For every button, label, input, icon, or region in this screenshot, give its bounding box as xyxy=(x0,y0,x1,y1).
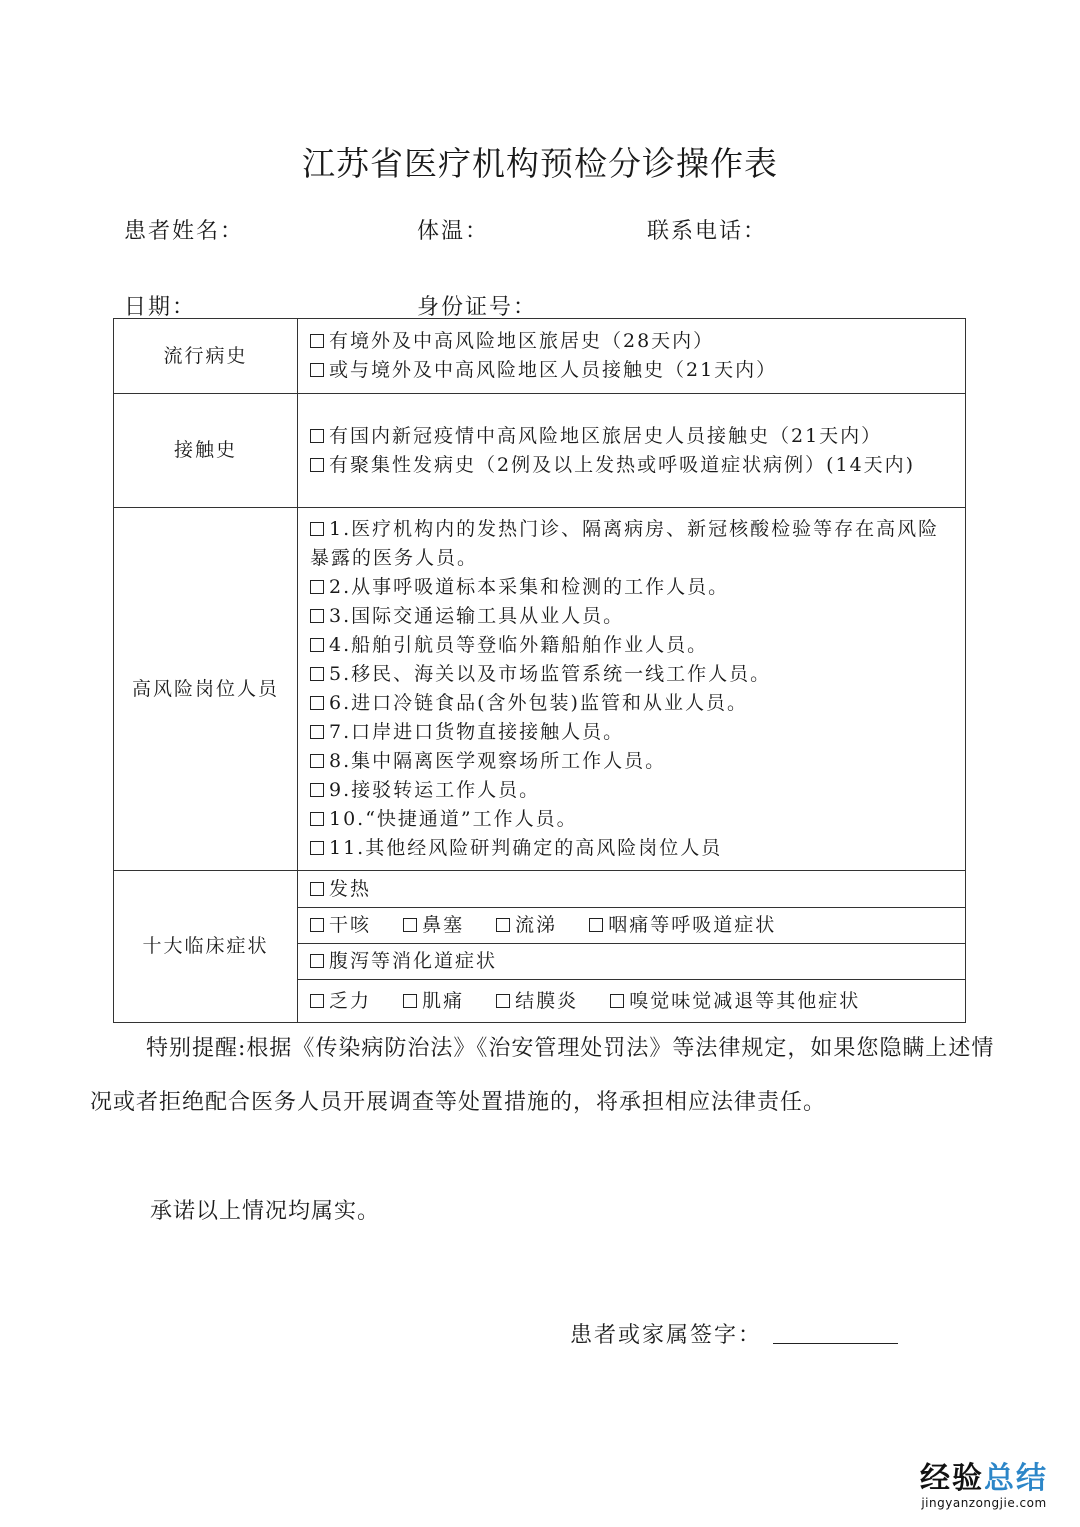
epidemiology-row xyxy=(114,319,966,394)
checkbox-option[interactable]: 发热 xyxy=(310,875,371,904)
checkbox-icon[interactable] xyxy=(310,754,324,768)
checkbox-icon[interactable] xyxy=(589,918,603,932)
checkbox-icon[interactable] xyxy=(310,522,324,536)
date-label: 日期： xyxy=(124,295,197,320)
checkbox-icon[interactable] xyxy=(610,994,624,1008)
watermark-logo: 经验总结 jingyanzongjie.com xyxy=(920,1461,1048,1510)
checkbox-icon[interactable] xyxy=(310,783,324,797)
checkbox-option[interactable]: 7.口岸进口货物直接接触人员。 xyxy=(310,718,955,747)
checkbox-icon[interactable] xyxy=(310,696,324,710)
checkbox-option[interactable]: 1.医疗机构内的发热门诊、隔离病房、新冠核酸检验等存在高风险暴露的医务人员。 xyxy=(310,518,940,569)
checkbox-icon[interactable] xyxy=(310,580,324,594)
checkbox-icon[interactable] xyxy=(403,994,417,1008)
checkbox-icon[interactable] xyxy=(310,638,324,652)
checkbox-icon[interactable] xyxy=(310,609,324,623)
checkbox-option[interactable]: 6.进口冷链食品(含外包装)监管和从业人员。 xyxy=(310,689,955,718)
contact-label: 接触史 xyxy=(114,394,298,508)
checkbox-option[interactable]: 腹泻等消化道症状 xyxy=(310,947,497,976)
checkbox-option[interactable]: 流涕 xyxy=(496,911,557,940)
checkbox-option[interactable]: 有聚集性发病史（2例及以上发热或呼吸道症状病例）(14天内) xyxy=(310,451,955,480)
contact-row xyxy=(114,394,966,508)
signature-label: 患者或家属签字： xyxy=(570,1323,763,1348)
checkbox-option[interactable]: 11.其他经风险研判确定的高风险岗位人员 xyxy=(310,834,955,863)
epidemiology-options xyxy=(298,319,966,394)
checkbox-icon[interactable] xyxy=(310,812,324,826)
high-risk-label: 高风险岗位人员 xyxy=(114,508,298,871)
checkbox-icon[interactable] xyxy=(310,882,324,896)
checkbox-option[interactable]: 结膜炎 xyxy=(496,987,578,1016)
checkbox-icon[interactable] xyxy=(496,994,510,1008)
form-title: 江苏省医疗机构预检分诊操作表 xyxy=(302,144,778,183)
checkbox-icon[interactable] xyxy=(310,954,324,968)
checkbox-icon[interactable] xyxy=(310,363,324,377)
checkbox-icon[interactable] xyxy=(310,725,324,739)
high-risk-options xyxy=(298,508,966,871)
contact-options xyxy=(298,394,966,508)
checkbox-option[interactable]: 鼻塞 xyxy=(403,911,464,940)
checkbox-icon[interactable] xyxy=(310,667,324,681)
checkbox-option[interactable]: 有国内新冠疫情中高风险地区旅居史人员接触史（21天内） xyxy=(310,422,955,451)
legal-reminder: 特别提醒:根据《传染病防治法》《治安管理处罚法》等法律规定，如果您隐瞒上述情况或者拒绝配合医务人员开展调查等处置措施的，将承担相应法律责任。 xyxy=(90,1036,995,1115)
checkbox-option[interactable]: 肌痛 xyxy=(403,987,464,1016)
checkbox-option[interactable]: 4.船舶引航员等登临外籍船舶作业人员。 xyxy=(310,631,955,660)
checkbox-icon[interactable] xyxy=(310,429,324,443)
checkbox-icon[interactable] xyxy=(403,918,417,932)
checkbox-option[interactable]: 咽痛等呼吸道症状 xyxy=(589,911,776,940)
checkbox-option[interactable]: 10.“快捷通道”工作人员。 xyxy=(310,805,955,834)
id-number-label: 身份证号： xyxy=(417,295,538,320)
promise-statement: 承诺以上情况均属实。 xyxy=(150,1199,381,1224)
epidemiology-label: 流行病史 xyxy=(114,319,298,394)
checkbox-icon[interactable] xyxy=(310,994,324,1008)
checkbox-option[interactable]: 有境外及中高风险地区旅居史（28天内） xyxy=(310,327,955,356)
high-risk-row xyxy=(114,508,966,871)
checkbox-icon[interactable] xyxy=(496,918,510,932)
checkbox-icon[interactable] xyxy=(310,458,324,472)
checkbox-option[interactable]: 乏力 xyxy=(310,987,371,1016)
checkbox-option[interactable]: 嗅觉味觉减退等其他症状 xyxy=(610,987,860,1016)
symptoms-label: 十大临床症状 xyxy=(114,871,298,1023)
checkbox-option[interactable]: 3.国际交通运输工具从业人员。 xyxy=(310,602,955,631)
phone-label: 联系电话： xyxy=(647,219,768,244)
checkbox-option[interactable]: 或与境外及中高风险地区人员接触史（21天内） xyxy=(310,356,955,385)
checkbox-option[interactable]: 9.接驳转运工作人员。 xyxy=(310,776,955,805)
screening-table xyxy=(113,318,966,1023)
checkbox-option[interactable]: 5.移民、海关以及市场监管系统一线工作人员。 xyxy=(310,660,955,689)
checkbox-option[interactable]: 2.从事呼吸道标本采集和检测的工作人员。 xyxy=(310,573,955,602)
checkbox-icon[interactable] xyxy=(310,841,324,855)
checkbox-icon[interactable] xyxy=(310,334,324,348)
temperature-label: 体温： xyxy=(417,219,490,244)
checkbox-icon[interactable] xyxy=(310,918,324,932)
signature-line[interactable] xyxy=(773,1343,898,1344)
patient-name-label: 患者姓名： xyxy=(124,219,245,244)
checkbox-option[interactable]: 8.集中隔离医学观察场所工作人员。 xyxy=(310,747,955,776)
checkbox-option[interactable]: 干咳 xyxy=(310,911,371,940)
symptoms-row-1 xyxy=(114,871,966,908)
